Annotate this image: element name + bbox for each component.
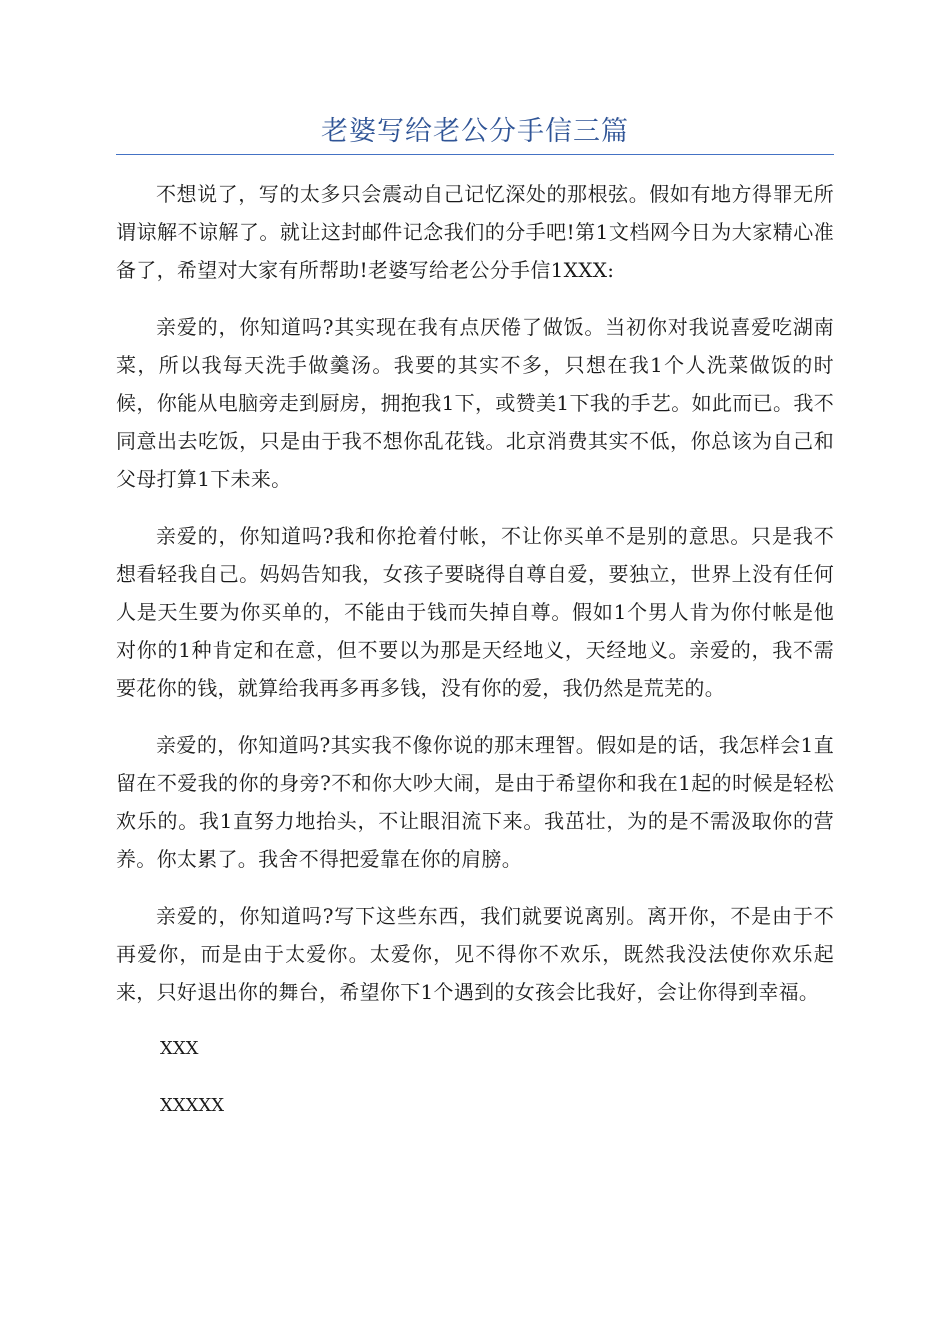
paragraph-paying: 亲爱的，你知道吗?我和你抢着付帐，不让你买单不是别的意思。只是我不想看轻我自己。妈妈告知我，女孩子要晓得自尊自爱，要独立，世界上没有任何人是天生要为你买单的，不能由于钱而失掉自尊。假如1个男人肯为你付帐是他对你的1种肯定和在意，但不要以为那是天经地义，天经地义。亲爱的，我不需要花你的钱，就算给我再多再多钱，没有你的爱，我仍然是荒芜的。 bbox=[116, 524, 834, 700]
paragraph-rational: 亲爱的，你知道吗?其实我不像你说的那末理智。假如是的话，我怎样会1直留在不爱我的你的身旁?不和你大吵大闹，是由于希望你和我在1起的时候是轻松欢乐的。我1直努力地抬头，不让眼泪流下来。我茁壮，为的是不需汲取你的营养。你太累了。我舍不得把爱靠在你的肩膀。 bbox=[116, 733, 834, 871]
signature-line-1: XXX bbox=[160, 1038, 199, 1059]
document-title: 老婆写给老公分手信三篇 bbox=[321, 116, 629, 147]
signature-line-2: XXXXX bbox=[160, 1095, 225, 1116]
document-body bbox=[116, 175, 834, 1144]
paragraph-intro: 不想说了，写的太多只会震动自己记忆深处的那根弦。假如有地方得罪无所谓谅解不谅解了。就让这封邮件记念我们的分手吧!第1文档网今日为大家精心准备了，希望对大家有所帮助!老婆写给老公分手信1XXX: bbox=[116, 182, 834, 282]
paragraph-cooking: 亲爱的，你知道吗?其实现在我有点厌倦了做饭。当初你对我说喜爱吃湖南菜，所以我每天洗手做羹汤。我要的其实不多，只想在我1个人洗菜做饭的时候，你能从电脑旁走到厨房，拥抱我1下，或赞美1下我的手艺。如此而已。我不同意出去吃饭，只是由于我不想你乱花钱。北京消费其实不低，你总该为自己和父母打算1下未来。 bbox=[116, 315, 834, 491]
title-underline bbox=[116, 154, 834, 155]
paragraph-farewell: 亲爱的，你知道吗?写下这些东西，我们就要说离别。离开你，不是由于不再爱你，而是由于太爱你。太爱你，见不得你不欢乐，既然我没法使你欢乐起来，只好退出你的舞台，希望你下1个遇到的女孩会比我好，会让你得到幸福。 bbox=[116, 904, 834, 1004]
